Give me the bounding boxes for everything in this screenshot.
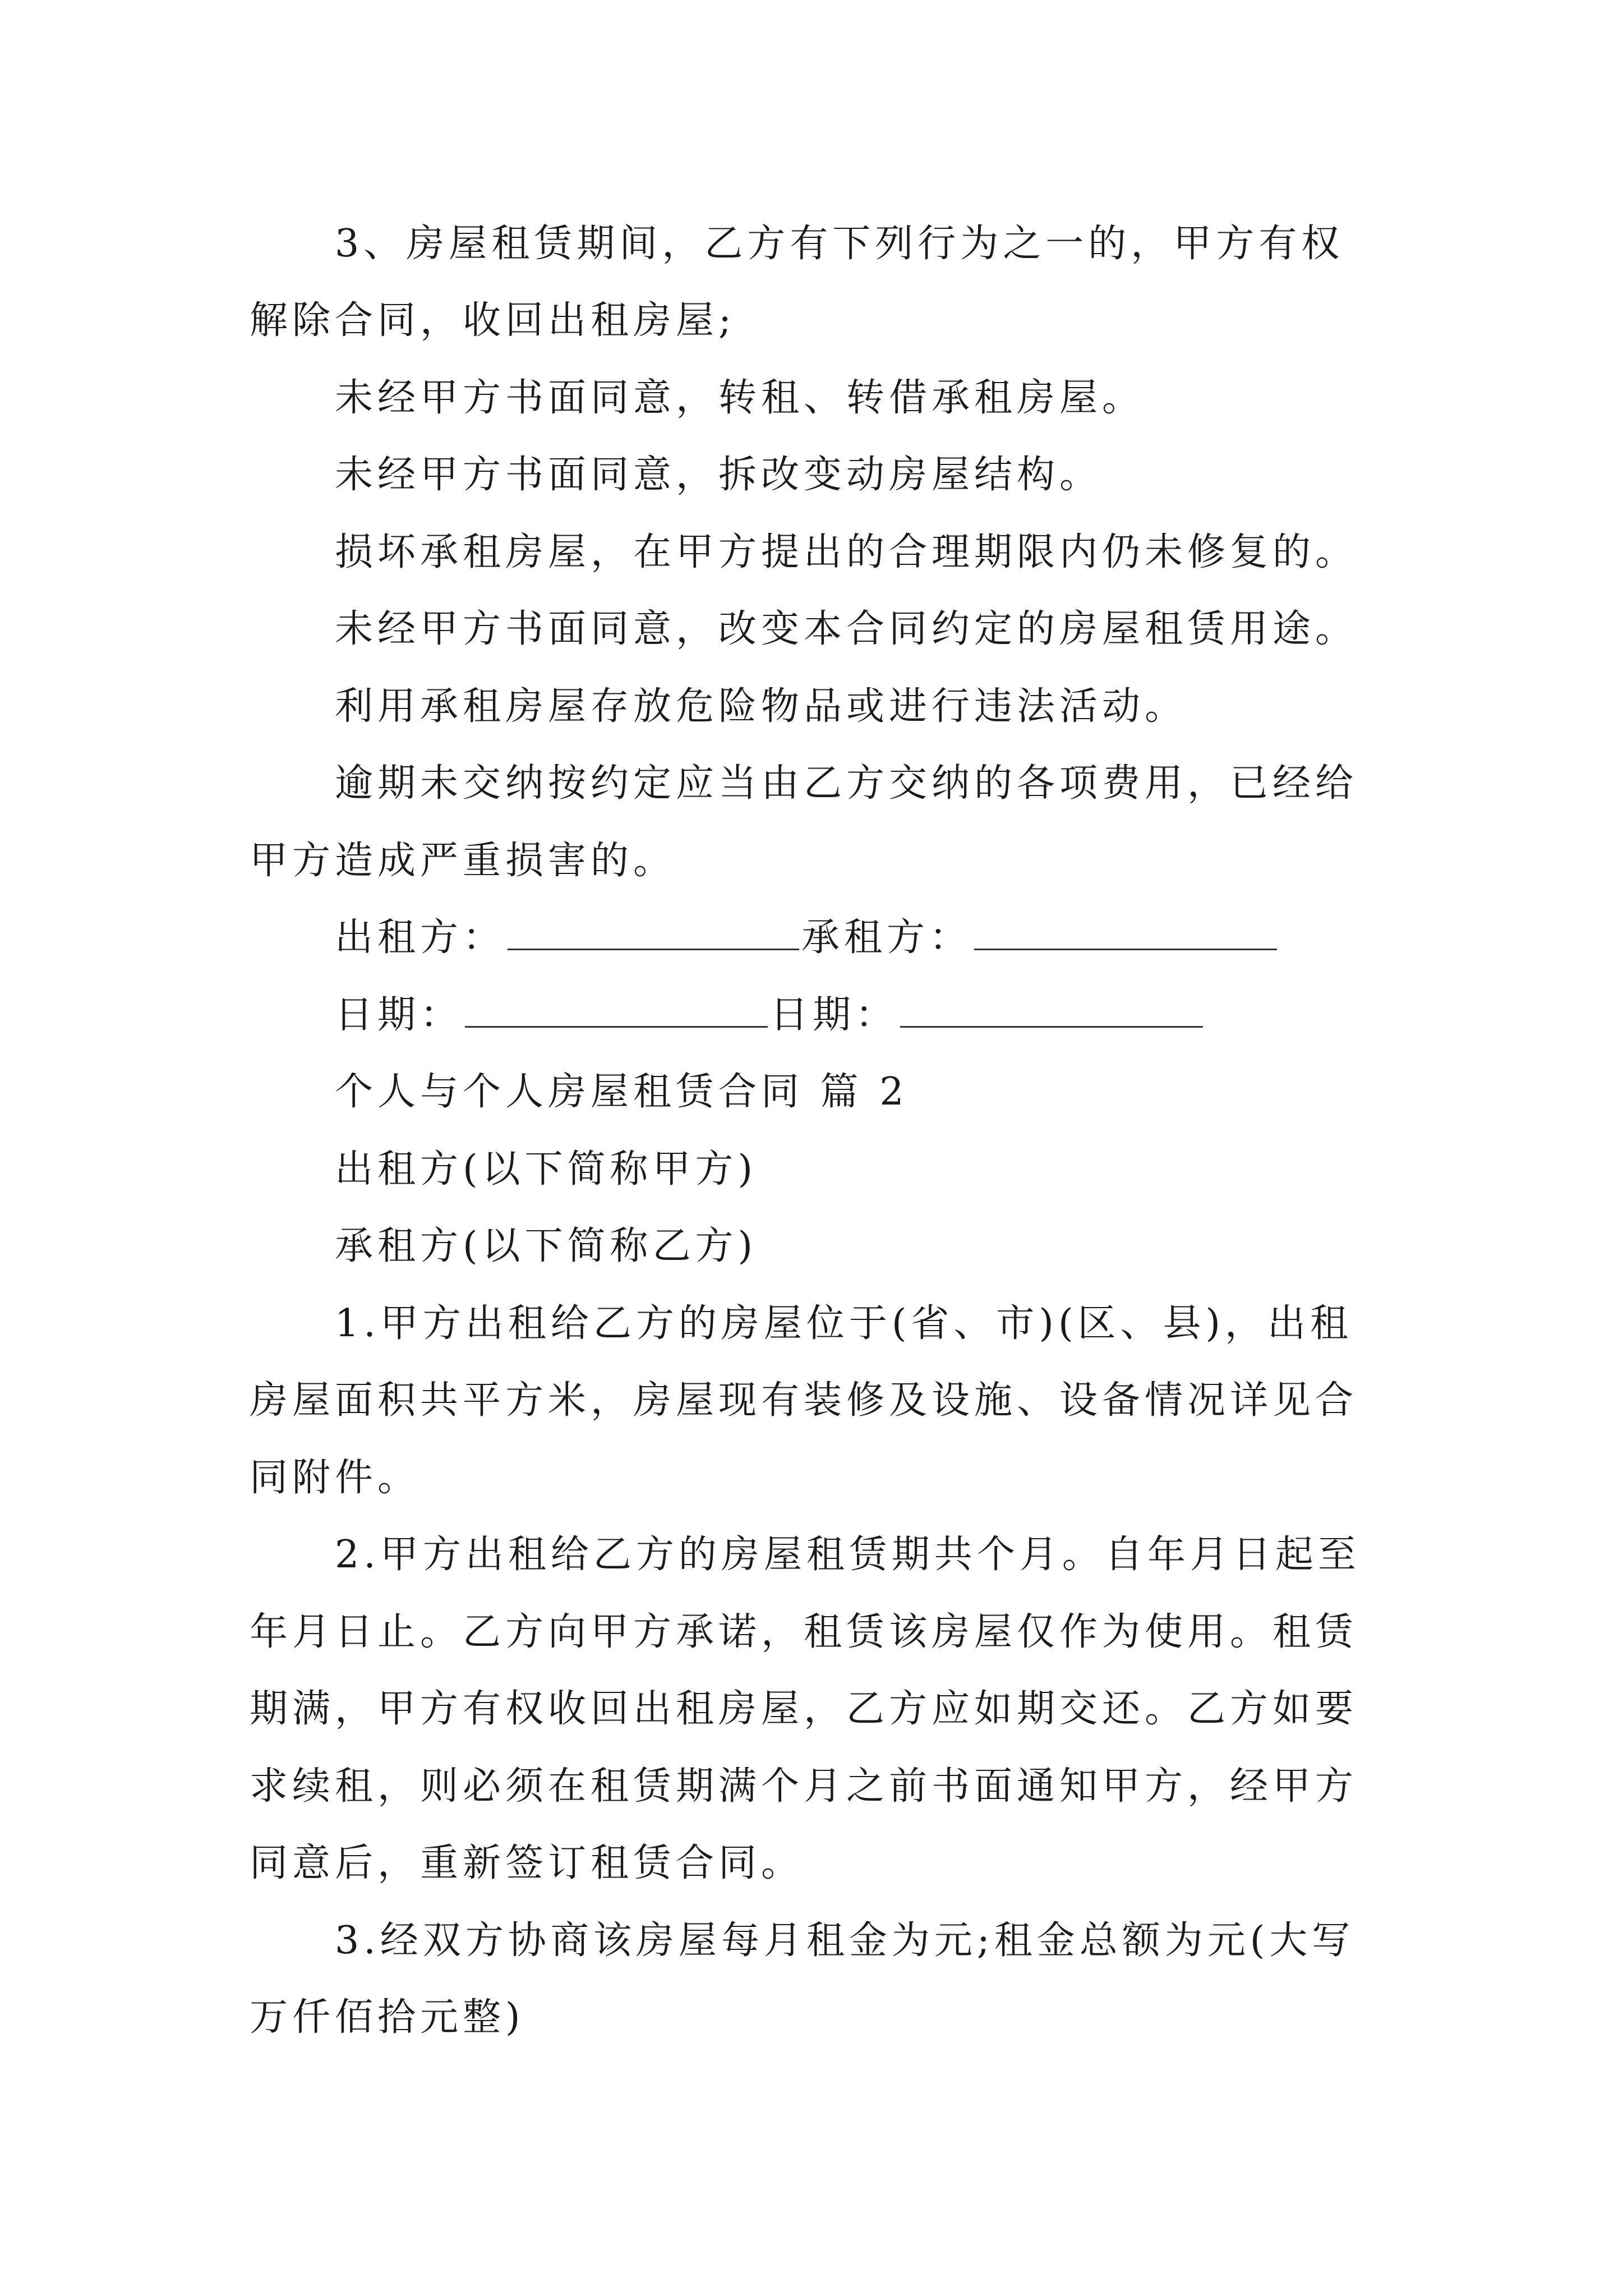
paragraph-line: 3、房屋租赁期间，乙方有下列行为之一的，甲方有权: [335, 222, 1344, 266]
paragraph-line: 利用承租房屋存放危险物品或进行违法活动。: [335, 684, 1188, 729]
date-label-2: 日期：: [770, 993, 898, 1037]
party-lessee: 承租方(以下简称乙方): [335, 1224, 758, 1268]
paragraph-line: 损坏承租房屋，在甲方提出的合理期限内仍未修复的。: [335, 530, 1358, 574]
clause-line: 房屋面积共平方米，房屋现有装修及设施、设备情况详见合: [250, 1378, 1358, 1423]
date-label-1: 日期：: [335, 993, 463, 1037]
section-title: 个人与个人房屋租赁合同 篇 2: [335, 1070, 909, 1114]
paragraph-line: 未经甲方书面同意，拆改变动房屋结构。: [335, 453, 1103, 497]
clause-line: 3.经双方协商该房屋每月租金为元;租金总额为元(大写: [335, 1918, 1355, 1963]
signature-row-parties: [0, 910, 1623, 966]
clause-line: 万仟佰拾元整): [250, 1995, 525, 2040]
paragraph-line: 解除合同，收回出租房屋;: [250, 298, 736, 343]
paragraph-line: 甲方造成严重损害的。: [250, 839, 676, 883]
clause-line: 求续租，则必须在租赁期满个月之前书面通知甲方，经甲方: [250, 1764, 1358, 1809]
signature-row-dates: [0, 987, 1623, 1043]
paragraph-line: 逾期未交纳按约定应当由乙方交纳的各项费用，已经给: [335, 761, 1358, 806]
clause-line: 2.甲方出租给乙方的房屋租赁期共个月。自年月日起至: [335, 1533, 1361, 1577]
paragraph-line: 未经甲方书面同意，转租、转借承租房屋。: [335, 376, 1145, 420]
lessee-label: 承租方：: [801, 915, 972, 960]
date-blank-1: [465, 992, 768, 1028]
clause-line: 年月日止。乙方向甲方承诺，租赁该房屋仅作为使用。租赁: [250, 1610, 1358, 1654]
paragraph-line: 未经甲方书面同意，改变本合同约定的房屋租赁用途。: [335, 607, 1358, 651]
party-lessor: 出租方(以下简称甲方): [335, 1147, 758, 1191]
clause-line: 同意后，重新签订租赁合同。: [250, 1841, 804, 1885]
lessor-signature-blank: [508, 915, 799, 950]
lessor-label: 出租方：: [335, 915, 506, 960]
clause-line: 同附件。: [250, 1456, 421, 1500]
clause-line: 期满，甲方有权收回出租房屋，乙方应如期交还。乙方如要: [250, 1687, 1358, 1731]
clause-line: 1.甲方出租给乙方的房屋位于(省、市)(区、县)，出租: [335, 1301, 1353, 1346]
lessee-signature-blank: [974, 915, 1277, 950]
date-blank-2: [900, 992, 1203, 1028]
